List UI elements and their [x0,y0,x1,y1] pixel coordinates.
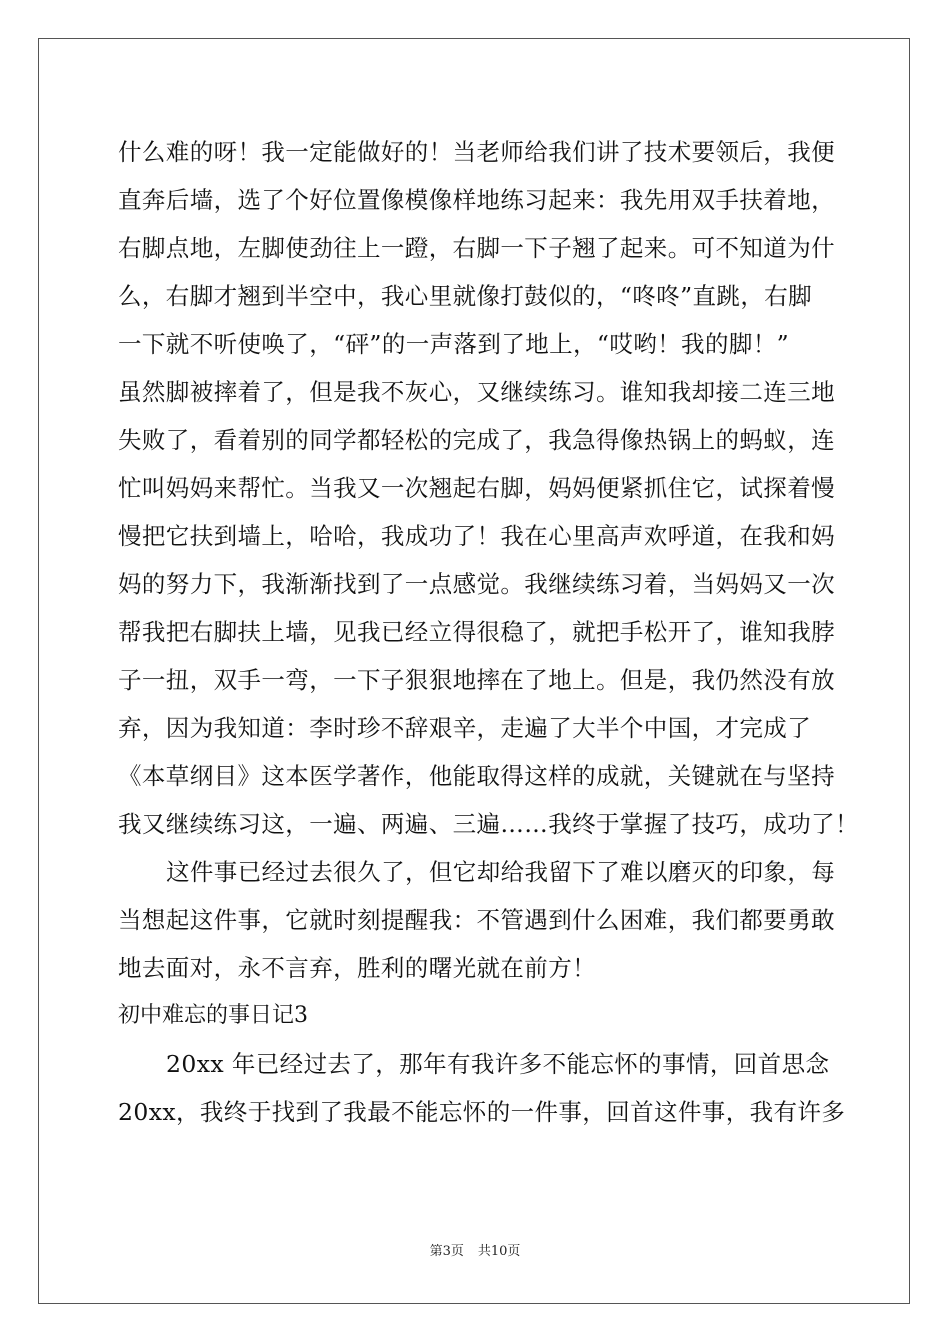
text-line: 地去面对，永不言弃，胜利的曙光就在前方！ [118,954,596,982]
paragraph-2 [118,848,838,992]
text-line: 慢把它扶到墙上，哈哈，我成功了！我在心里高声欢呼道，在我和妈 [118,522,835,550]
text-line: 忙叫妈妈来帮忙。当我又一次翘起右脚，妈妈便紧抓住它，试探着慢 [118,474,835,502]
text-line: 这件事已经过去很久了，但它却给我留下了难以磨灭的印象，每 [166,858,836,886]
text-line: 妈的努力下，我渐渐找到了一点感觉。我继续练习着，当妈妈又一次 [118,570,835,598]
text-line: 当想起这件事，它就时刻提醒我：不管遇到什么困难，我们都要勇敢 [118,906,835,934]
document-body [118,128,859,1136]
text-line: 么，右脚才翘到半空中，我心里就像打鼓似的，“咚咚”直跳，右脚 [118,282,813,310]
paragraph-1 [118,128,859,848]
text-line: 我又继续练习这，一遍、两遍、三遍……我终于掌握了技巧，成功了！ [118,810,859,838]
text-line: 右脚点地，左脚使劲往上一蹬，右脚一下子翘了起来。可不知道为什 [118,234,835,262]
text-line: 子一扭，双手一弯，一下子狠狠地摔在了地上。但是，我仍然没有放 [118,666,835,694]
text-line: 失败了，看着别的同学都轻松的完成了，我急得像热锅上的蚂蚁，连 [118,426,835,454]
paragraph-3 [118,1040,846,1136]
page-number: 第3页 [429,1244,464,1259]
text-line: 帮我把右脚扶上墙，见我已经立得很稳了，就把手松开了，谁知我脖 [118,618,835,646]
section-title: 初中难忘的事日记3 [118,1003,308,1028]
text-line: 一下就不听使唤了，“砰”的一声落到了地上，“哎哟！我的脚！” [118,330,790,358]
text-line: 弃，因为我知道：李时珍不辞艰辛，走遍了大半个中国，才完成了 [118,714,812,742]
text-line: 虽然脚被摔着了，但是我不灰心，又继续练习。谁知我却接二连三地 [118,378,835,406]
text-line: 什么难的呀！我一定能做好的！当老师给我们讲了技术要领后，我便 [118,138,835,166]
text-line: 20xx，我终于找到了我最不能忘怀的一件事，回首这件事，我有许多 [118,1098,846,1126]
text-line: 20xx 年已经过去了，那年有我许多不能忘怀的事情，回首思念 [166,1050,830,1078]
page-total: 共10页 [477,1244,521,1259]
text-line: 直奔后墙，选了个好位置像模像样地练习起来：我先用双手扶着地， [118,186,835,214]
text-line: 《本草纲目》这本医学著作，他能取得这样的成就，关键就在与坚持 [118,762,835,790]
page-footer [0,1240,950,1259]
